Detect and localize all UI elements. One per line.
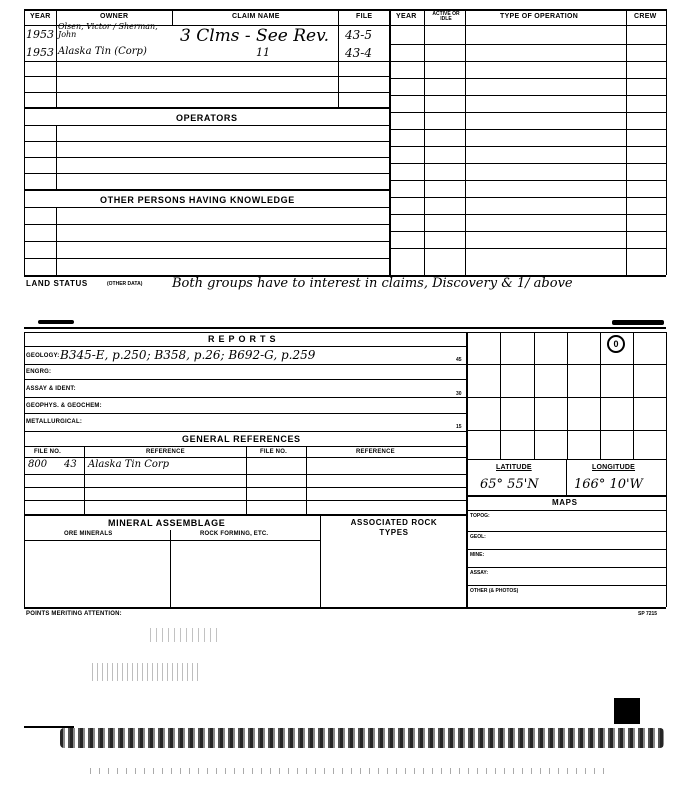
points-meriting-attention-label: POINTS MERITING ATTENTION:: [26, 611, 122, 617]
maps-assay: ASSAY:: [470, 570, 489, 576]
latitude-label: LATITUDE: [496, 464, 532, 471]
maps-geol: GEOL:: [470, 534, 486, 540]
geology-label: GEOLOGY:: [26, 353, 60, 359]
file-no2-header: FILE NO.: [260, 449, 287, 455]
land-status-sublabel: (OTHER DATA): [107, 281, 143, 287]
claim-file-1: 43-5: [345, 28, 372, 42]
map-marker-icon: 0: [607, 335, 625, 353]
claim-year-2: 1953: [26, 46, 54, 59]
rock-forming-header: ROCK FORMING, ETC.: [200, 531, 269, 537]
associated-rock-types: ASSOCIATED ROCK TYPES: [350, 518, 438, 537]
form-number: SP 7215: [638, 611, 658, 617]
geology-value: B345-E, p.250; B358, p.26; B692-G, p.259: [60, 348, 316, 362]
reports-title: REPORTS: [208, 334, 280, 344]
claim-owner-2: Alaska Tin (Corp): [58, 46, 147, 57]
land-status-value: Both groups have to interest in claims, Discovery & 1/ above: [172, 276, 573, 291]
reference2-header: REFERENCE: [356, 449, 395, 455]
engrg-label: ENGRG:: [26, 369, 52, 375]
longitude-value: 166° 10'W: [574, 477, 643, 492]
claim-owner-1: Olsen, Victor / Sherman, John: [58, 22, 158, 39]
scan-smear-bottom: [60, 728, 664, 748]
ops-year-header: YEAR: [396, 13, 417, 20]
maps-mine: MINE:: [470, 552, 485, 558]
latitude-value: 65° 55'N: [480, 477, 539, 492]
scan-mark-left: [38, 320, 74, 324]
reference-header: REFERENCE: [146, 449, 185, 455]
scan-block: [614, 698, 640, 724]
geology-num: 45: [456, 357, 462, 363]
operators-title: OPERATORS: [176, 113, 238, 123]
geophys-label: GEOPHYS. & GEOCHEM:: [26, 403, 102, 409]
mineral-assemblage-title: MINERAL ASSEMBLAGE: [108, 518, 226, 528]
scan-mark-right: [612, 320, 664, 325]
metallurgical-label: METALLURGICAL:: [26, 419, 83, 425]
maps-title: MAPS: [552, 498, 578, 507]
maps-topog: TOPOG:: [470, 513, 490, 519]
scan-speckle-3: [90, 768, 610, 774]
crew-header: CREW: [634, 13, 657, 20]
owner-header: OWNER: [100, 13, 129, 20]
type-operation-header: TYPE OF OPERATION: [500, 13, 579, 20]
assay-num: 30: [456, 391, 462, 397]
other-persons-title: OTHER PERSONS HAVING KNOWLEDGE: [100, 195, 295, 205]
maps-other: OTHER (& PHOTOS): [470, 588, 519, 594]
claim-name-header: CLAIM NAME: [232, 13, 280, 20]
claim-name-1: 3 Clms - See Rev.: [180, 26, 330, 46]
ore-minerals-header: ORE MINERALS: [64, 531, 113, 537]
assay-label: ASSAY & IDENT:: [26, 386, 76, 392]
land-status-label: LAND STATUS: [26, 279, 88, 288]
general-references-title: GENERAL REFERENCES: [182, 434, 301, 444]
ref-file-sub: 43: [64, 459, 77, 470]
scan-speckle-2: [92, 663, 202, 681]
scan-speckle-1: [150, 628, 220, 642]
metallurgical-num: 15: [456, 424, 462, 430]
claim-year-1: 1953: [26, 28, 54, 41]
longitude-label: LONGITUDE: [592, 464, 636, 471]
ref-file-no: 800: [28, 459, 48, 470]
active-idle-header: ACTIVE OR IDLE: [432, 11, 460, 22]
year-header: YEAR: [30, 13, 51, 20]
claim-file-2: 43-4: [345, 46, 372, 60]
file-no-header: FILE NO.: [34, 449, 61, 455]
file-header: FILE: [356, 13, 373, 20]
ref-reference: Alaska Tin Corp: [88, 459, 170, 470]
claim-name-2: 11: [256, 46, 270, 59]
